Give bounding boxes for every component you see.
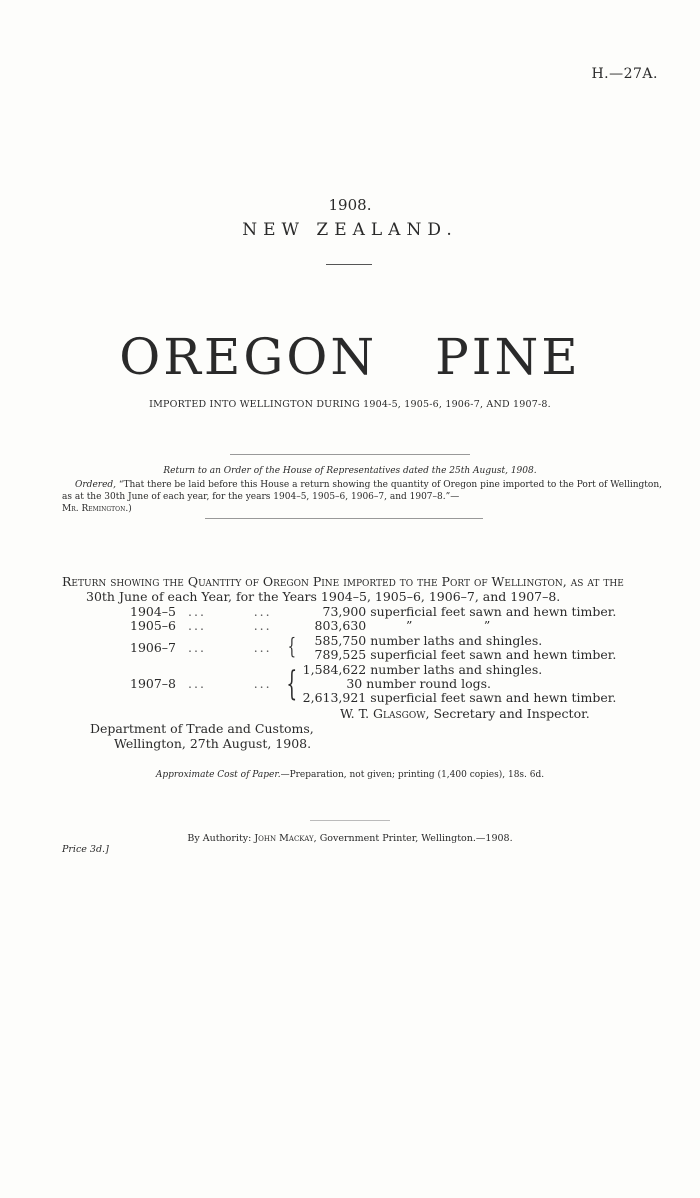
title-divider [326, 264, 372, 265]
signatory-title: Secretary and Inspector. [429, 706, 590, 721]
main-title-word-1: OREGON [119, 328, 378, 386]
return-heading-line-1: Return showing the Quantity of Oregon Pine imported to the Port of Wellington, as at the [62, 574, 624, 589]
row-brace: { [286, 664, 298, 705]
row-leader-dots: ... ... [188, 618, 272, 634]
row-quantity: 1,584,622 number laths and shingles. [302, 661, 543, 677]
ordered-body: “That there be laid before this House a return showing the quantity of Oregon pine imported to the Port of Wellington, as at the 30th June of each year, for the years 1904–5, 1905–6, 1906–7, and 1907–8.”— [62, 480, 662, 502]
row-quantity: 585,750 number laths and shingles. [302, 632, 543, 648]
authority-rule [310, 820, 390, 821]
price: Price 3d.] [62, 844, 109, 855]
main-title-word-2: PINE [435, 328, 581, 386]
order-bottom-rule [205, 518, 483, 519]
row-brace [281, 605, 303, 619]
signature [340, 706, 590, 721]
table-row [130, 634, 616, 648]
row-leader-dots: ... ... [188, 640, 272, 656]
table-row [130, 663, 616, 677]
row-quantity: 2,613,921 superficial feet sawn and hewn timber. [302, 690, 617, 706]
row-year: 1905–6 [130, 618, 177, 634]
return-table [130, 605, 616, 706]
cost-text: —Preparation, not given; printing (1,400 copies), 18s. 6d. [280, 770, 545, 780]
row-year: 1906–7 [130, 640, 177, 656]
table-row [130, 619, 616, 633]
country-heading: NEW ZEALAND. [242, 220, 458, 240]
row-quantity: 30 number round logs. [302, 676, 492, 692]
department-place-date: Wellington, 27th August, 1908. [114, 736, 312, 751]
ordered-label: Ordered, [75, 480, 117, 490]
signatory-name: W. T. Glasgow, [340, 706, 430, 721]
subtitle: IMPORTED INTO WELLINGTON DURING 1904-5, 1905-6, 1906-7, AND 1907-8. [149, 399, 551, 410]
return-heading-line-2: 30th June of each Year, for the Years 1904–5, 1905–6, 1906–7, and 1907–8. [86, 589, 561, 604]
row-leader-dots: ... ... [188, 676, 272, 692]
return-to-order: Return to an Order of the House of Representatives dated the 25th August, 1908. [163, 466, 537, 476]
publication-year: 1908. [328, 196, 372, 214]
printer-name: John Mackay, [254, 833, 317, 844]
order-top-rule [230, 454, 470, 455]
row-leader-dots: ... ... [188, 604, 272, 619]
row-quantity: 73,900 superficial feet sawn and hewn timber. [302, 604, 617, 619]
document-code: H.—27A. [591, 66, 658, 82]
return-heading [62, 574, 660, 604]
department-name: Department of Trade and Customs, [90, 721, 314, 736]
row-brace: { [287, 635, 297, 661]
main-title [0, 328, 700, 386]
table-row [130, 605, 616, 619]
authority-prefix: By Authority: [187, 833, 255, 844]
cost-of-paper [0, 770, 700, 780]
order-mover: Mr. Remington.) [62, 504, 132, 514]
row-quantity: 789,525 superficial feet sawn and hewn timber. [302, 647, 617, 663]
row-brace [281, 619, 303, 633]
row-quantity: 803,630 ” ” [302, 618, 491, 634]
order-text [62, 479, 662, 515]
cost-label: Approximate Cost of Paper. [155, 770, 281, 780]
department-block [90, 721, 314, 751]
printer-authority [0, 833, 700, 844]
row-year: 1907–8 [130, 676, 177, 692]
row-year: 1904–5 [130, 604, 177, 619]
authority-suffix: Government Printer, Wellington.—1908. [316, 833, 513, 844]
